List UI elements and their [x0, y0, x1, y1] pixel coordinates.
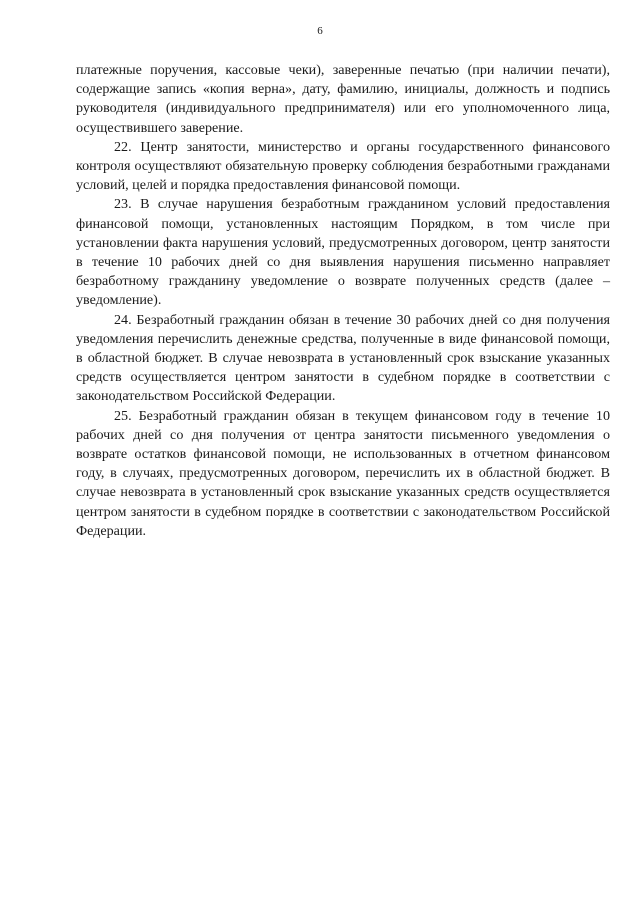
paragraph-23: 23. В случае нарушения безработным гражданином условий предоставления финансовой помощи, установленных настоящим Порядком, в том числе при установлении факта нарушения условий, предусмотренных договором, центр занятости в течение 10 рабочих дней со дня выявления нарушения письменно направляет безработному гражданину уведомление о возврате полученных средств (далее – уведомление).	[76, 196, 610, 309]
paragraph-24: 24. Безработный гражданин обязан в течение 30 рабочих дней со дня получения уведомления перечислить денежные средства, полученные в виде финансовой помощи, в областной бюджет. В случае невозврата в установленный срок взыскание указанных средств осуществляется центром занятости в судебном порядке в соответствии с законодательством Российской Федерации.	[76, 311, 610, 405]
page-number: 6	[317, 25, 323, 37]
paragraph-25: 25. Безработный гражданин обязан в текущем финансовом году в течение 10 рабочих дней со дня получения от центра занятости письменного уведомления о возврате остатков финансовой помощи, не использованных в отчетном финансовом году, в случаях, предусмотренных договором, перечислить их в областной бюджет. В случае невозврата в установленный срок взыскание указанных средств осуществляется центром занятости в судебном порядке в соответствии с законодательством Российской Федерации.	[76, 407, 610, 539]
paragraph-22: 22. Центр занятости, министерство и органы государственного финансового контроля осуществляют обязательную проверку соблюдения безработными гражданами условий, целей и порядка предоставления финансовой помощи.	[76, 138, 610, 194]
document-body	[76, 61, 610, 541]
paragraph-continuation: платежные поручения, кассовые чеки), заверенные печатью (при наличии печати), содержащие запись «копия верна», дату, фамилию, инициалы, должность и подпись руководителя (индивидуального предпринимателя) или его уполномоченного лица, осуществившего заверение.	[76, 62, 610, 136]
